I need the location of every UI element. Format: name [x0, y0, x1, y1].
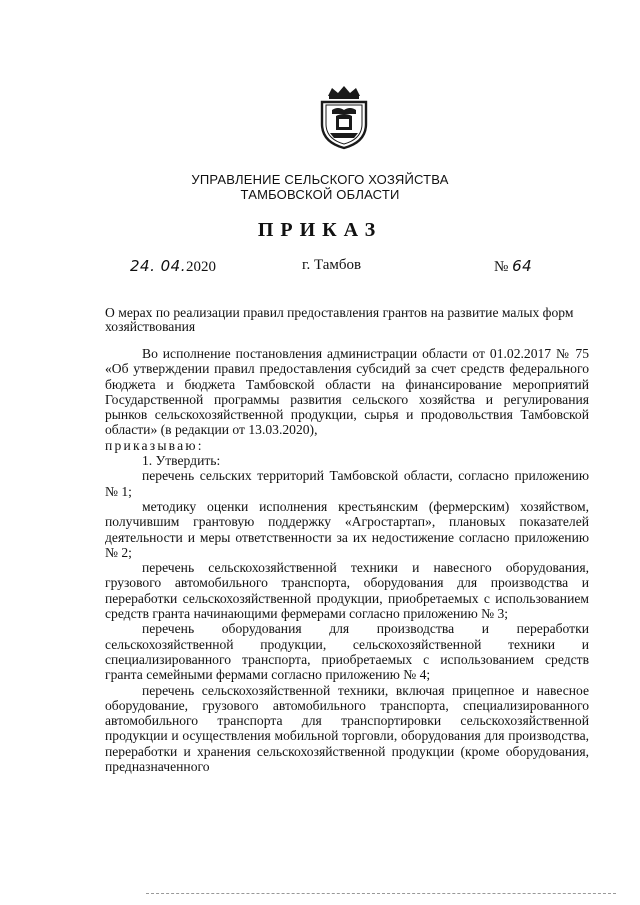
document-title: ПРИКАЗ — [257, 219, 383, 241]
preamble-paragraph — [105, 346, 589, 453]
organization-region: ТАМБОВСКОЙ ОБЛАСТИ — [240, 187, 400, 202]
item-1-heading: 1. Утвердить: — [142, 453, 221, 469]
organization-name: УПРАВЛЕНИЕ СЕЛЬСКОГО ХОЗЯЙСТВА — [191, 172, 449, 187]
coat-of-arms-icon — [318, 84, 370, 150]
list-item: перечень сельскохозяйственной техники и навесного оборудования, грузового автомобильного транспорта, оборудования для производства и переработки сельскохозяйственной продукции, приобретаемых с использованием средств гранта начинающими фермерами согласно приложению № 3; — [105, 560, 589, 622]
document-number — [494, 257, 532, 276]
date-year: 2020 — [185, 259, 216, 275]
order-word: приказываю: — [105, 437, 204, 453]
number-handwritten: 64 — [512, 257, 533, 275]
page-bottom-rule — [146, 893, 616, 894]
number-label: № — [494, 259, 509, 275]
document-city: г. Тамбов — [302, 257, 362, 273]
document-date — [130, 257, 216, 276]
preamble-text: Во исполнение постановления администрации области от 01.02.2017 № 75 «Об утверждении правил предоставления субсидий за счет средств федерального бюджета и бюджета Тамбовской области на финансирование мероприятий Государственной программы развития сельского хозяйства и регулирования рынков сельскохозяйственной продукции, сырья и продовольствия Тамбовской области» (в редакции от 13.03.2020), — [105, 346, 589, 438]
document-body — [105, 346, 589, 774]
date-handwritten: 24. 04. — [130, 257, 186, 275]
document-subject: О мерах по реализации правил предоставления грантов на развитие малых форм хозяйствования — [105, 305, 574, 334]
list-item: перечень оборудования для производства и переработки сельскохозяйственной продукции, сельскохозяйственной техники и специализированного транспорта, приобретаемых с использованием средств гранта семейными фермами согласно приложению № 4; — [105, 621, 589, 683]
list-item: перечень сельскохозяйственной техники, включая прицепное и навесное оборудование, грузового автомобильного транспорта, специализированного автомобильного транспорта для транспортировки сельскохозяйственной продукции и осуществления мобильной торговли, оборудования для производства, переработки и хранения сельскохозяйственной продукции (кроме оборудования, предназначенного — [105, 682, 589, 775]
list-item: перечень сельских территорий Тамбовской области, согласно приложению № 1; — [105, 468, 589, 499]
list-item: методику оценки исполнения крестьянским (фермерским) хозяйством, получившим грантовую поддержку «Агростартап», плановых показателей деятельности и меры ответственности за их недостижение согласно приложению № 2; — [105, 498, 589, 560]
